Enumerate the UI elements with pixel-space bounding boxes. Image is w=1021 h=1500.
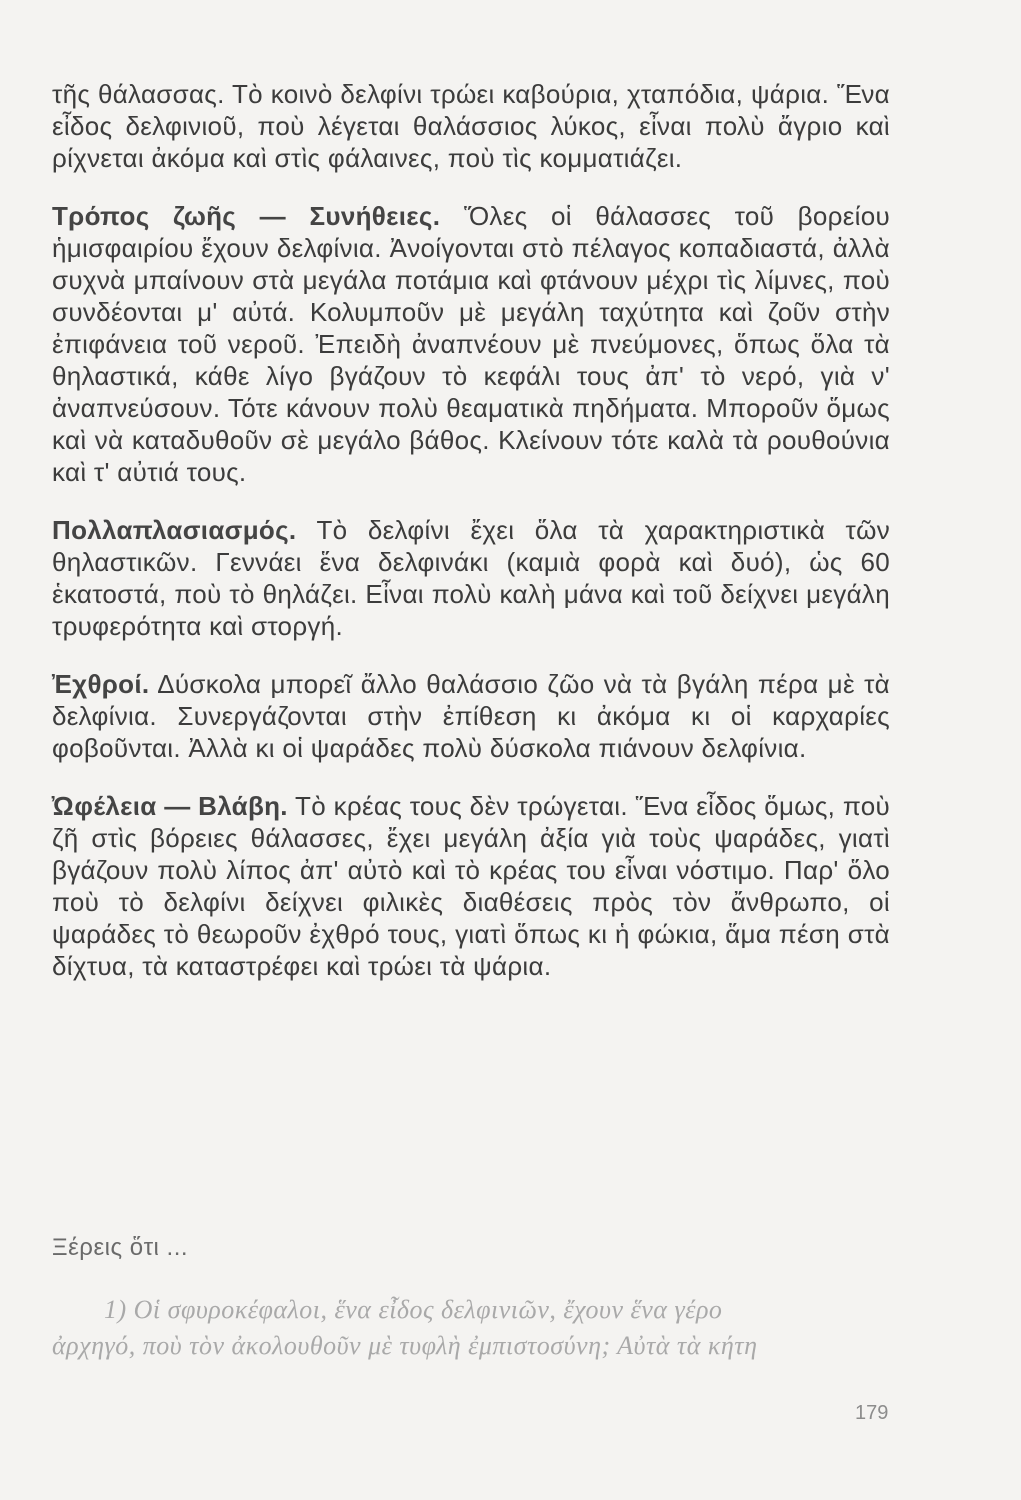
section-heading: Ὠφέλεια — Βλάβη. [52,791,288,821]
did-you-know-title: Ξέρεις ὅτι ... [52,1234,189,1261]
paragraph-enemies [52,668,890,764]
did-you-know-line: 1) Οἱ σφυροκέφαλοι, ἕνα εἶδος δελφινιῶν, ἔχουν ἕνα γέρο [104,1295,723,1324]
paragraph-text: Δύσκολα μπορεῖ ἄλλο θαλάσσιο ζῶο νὰ τὰ βγάλη πέρα μὲ τὰ δελφίνια. Συνεργάζονται στὴν ἐπίθεση κι ἀκόμα κι οἱ καρχαρίες φοβοῦνται. Ἀλλὰ κι οἱ ψαράδες πολὺ δύσκολα πιάνουν δελφίνια. [52,669,890,763]
main-text [52,78,890,982]
paragraph-habits [52,200,890,488]
paragraph-text: Τὸ δελφίνι ἔχει ὅλα τὰ χαρακτηριστικὰ τῶν θηλαστικῶν. Γεννάει ἕνα δελφινάκι (καμιὰ φορὰ καὶ δυό), ὡς 60 ἑκατοστά, ποὺ τὸ θηλάζει. Εἶναι πολὺ καλὴ μάνα καὶ τοῦ δείχνει μεγάλη τρυφερότητα καὶ στοργή. [52,515,890,641]
paragraph-intro [52,78,890,174]
paragraph-benefit-harm [52,790,890,982]
page-number: 179 [855,1402,889,1424]
paragraph-text: Ὅλες οἱ θάλασσες τοῦ βορείου ἡμισφαιρίου ἔχουν δελφίνια. Ἀνοίγονται στὸ πέλαγος κοπαδιαστά, ἀλλὰ συχνὰ μπαίνουν στὰ μεγάλα ποτάμια καὶ φτάνουν μέχρι τὶς λίμνες, ποὺ συνδέονται μ' αὐτά. Κολυμποῦν μὲ μεγάλη ταχύτητα καὶ ζοῦν στὴν ἐπιφάνεια τοῦ νεροῦ. Ἐπειδὴ ἀναπνέουν μὲ πνεύμονες, ὅπως ὅλα τὰ θηλαστικά, κάθε λίγο βγάζουν τὸ κεφάλι τους ἀπ' τὸ νερό, γιὰ ν' ἀναπνεύσουν. Τότε κάνουν πολὺ θεαματικὰ πηδήματα. Μποροῦν ὅμως καὶ νὰ καταδυθοῦν σὲ μεγάλο βάθος. Κλείνουν τότε καλὰ τὰ ρουθούνια καὶ τ' αὐτιά τους. [52,201,890,487]
section-heading: Τρόπος ζωῆς — Συνήθειες. [52,201,441,231]
did-you-know-line: ἀρχηγό, ποὺ τὸν ἀκολουθοῦν μὲ τυφλὴ ἐμπιστοσύνη; Αὐτὰ τὰ κήτη [52,1331,758,1360]
paragraph-reproduction [52,514,890,642]
paragraph-text: τῆς θάλασσας. Τὸ κοινὸ δελφίνι τρώει καβούρια, χταπόδια, ψάρια. Ἕνα εἶδος δελφινιοῦ, ποὺ λέγεται θαλάσσιος λύκος, εἶναι πολὺ ἄγριο καὶ ρίχνεται ἀκόμα καὶ στὶς φάλαινες, ποὺ τὶς κομματιάζει. [52,79,890,173]
section-heading: Πολλαπλασιασμός. [52,515,297,545]
section-heading: Ἐχθροί. [52,669,150,699]
did-you-know-text [52,1292,892,1364]
paragraph-text: Τὸ κρέας τους δὲν τρώγεται. Ἕνα εἶδος ὅμως, ποὺ ζῆ στὶς βόρειες θάλασσες, ἔχει μεγάλη ἀξία γιὰ τοὺς ψαράδες, γιατὶ βγάζουν πολὺ λίπος ἀπ' αὐτὸ καὶ τὸ κρέας του εἶναι νόστιμο. Παρ' ὅλο ποὺ τὸ δελφίνι δείχνει φιλικὲς διαθέσεις πρὸς τὸν ἄνθρωπο, οἱ ψαράδες τὸ θεωροῦν ἐχθρό τους, γιατὶ ὅπως κι ἡ φώκια, ἅμα πέση στὰ δίχτυα, τὰ καταστρέφει καὶ τρώει τὰ ψάρια. [52,791,891,981]
